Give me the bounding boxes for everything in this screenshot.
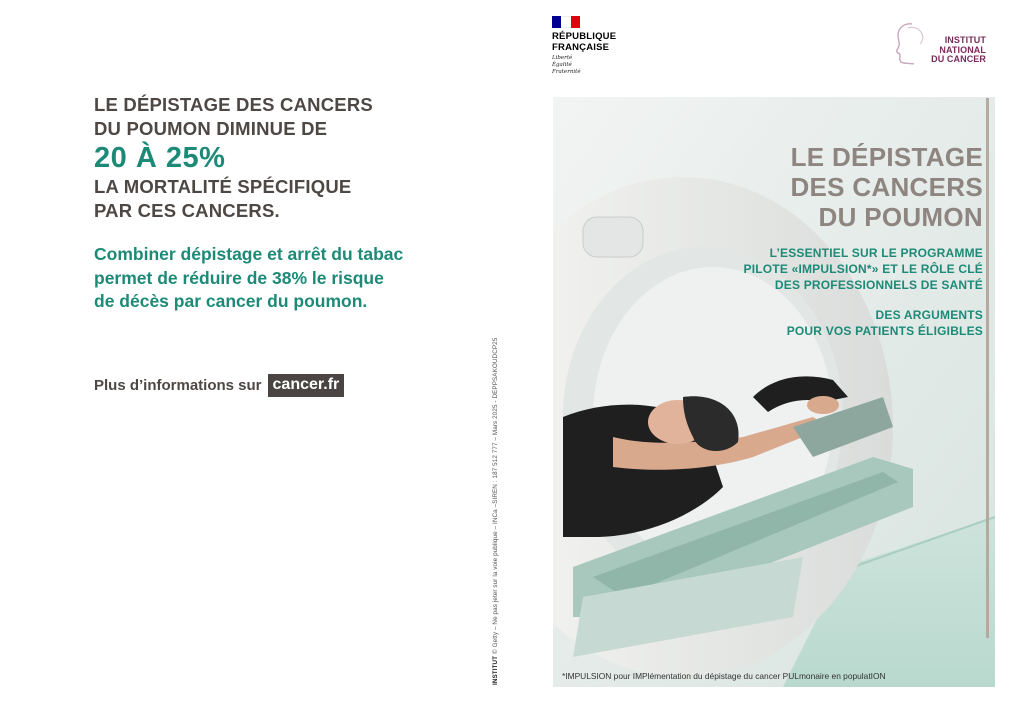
cover-title-line-2: DES CANCERS	[790, 172, 983, 202]
statistic-block	[94, 93, 373, 223]
cancer-fr-link[interactable]: cancer.fr	[268, 374, 345, 397]
impulsion-footnote: *IMPULSION pour IMPlémentation du dépistage du cancer PULmonaire en populatION	[562, 671, 886, 681]
inca-line-1: INSTITUT	[944, 35, 986, 45]
republique-francaise-logo	[552, 16, 632, 76]
cover-subtitle-program	[744, 245, 984, 293]
french-flag-icon	[552, 16, 580, 28]
more-info	[94, 374, 344, 397]
republique-line-1: RÉPUBLIQUE	[552, 31, 617, 42]
stat-percentage: 20 À 25%	[94, 142, 226, 174]
motto-egalite: Égalité	[552, 62, 572, 68]
front-cover	[512, 0, 1024, 701]
cover-title-line-1: LE DÉPISTAGE	[790, 142, 983, 172]
stat-line-1: LE DÉPISTAGE DES CANCERS	[94, 94, 373, 115]
inca-logo	[890, 20, 986, 66]
subtitle-arguments-line-2: POUR VOS PATIENTS ÉLIGIBLES	[786, 324, 983, 338]
credit-text: © Getty – Ne pas jeter sur la voie publique – INCa –SIREN : 187 512 777 – Mars 2025 - DEPPSAKOUDCP25	[492, 337, 499, 654]
stat-line-4: PAR CES CANCERS.	[94, 200, 280, 221]
more-info-label: Plus d’informations sur	[94, 377, 262, 394]
motto-liberte: Liberté	[552, 55, 573, 61]
motto-fraternite: Fraternité	[552, 69, 581, 75]
inca-line-3: DU CANCER	[931, 54, 986, 64]
republique-name	[552, 31, 632, 53]
stat-line-2: DU POUMON DIMINUE DE	[94, 118, 328, 139]
cover-title	[790, 142, 983, 232]
tobacco-line-2: permet de réduire de 38% le risque	[94, 267, 384, 288]
inca-line-2: NATIONAL	[939, 44, 986, 55]
republique-line-2: FRANÇAISE	[552, 42, 610, 53]
vertical-rule	[986, 98, 989, 638]
inca-profile-icon	[890, 20, 930, 66]
subtitle-program-line-3: DES PROFESSIONNELS DE SANTÉ	[774, 278, 983, 292]
tobacco-line-3: de décès par cancer du poumon.	[94, 291, 368, 311]
tobacco-message	[94, 243, 454, 314]
cover-subtitle-arguments	[787, 307, 983, 339]
cover-title-line-3: DU POUMON	[818, 202, 983, 232]
tobacco-line-1: Combiner dépistage et arrêt du tabac	[94, 244, 404, 264]
subtitle-arguments-line-1: DES ARGUMENTS	[875, 308, 983, 322]
republique-motto	[552, 55, 632, 76]
credit-brand: INSTITUT	[492, 655, 499, 685]
subtitle-program-line-2: PILOTE «IMPULSION*» ET LE RÔLE CLÉ	[743, 262, 983, 276]
inca-name	[931, 36, 986, 65]
subtitle-program-line-1: L’ESSENTIEL SUR LE PROGRAMME	[769, 246, 983, 260]
print-credit	[492, 337, 504, 685]
stat-line-3: LA MORTALITÉ SPÉCIFIQUE	[94, 176, 352, 197]
